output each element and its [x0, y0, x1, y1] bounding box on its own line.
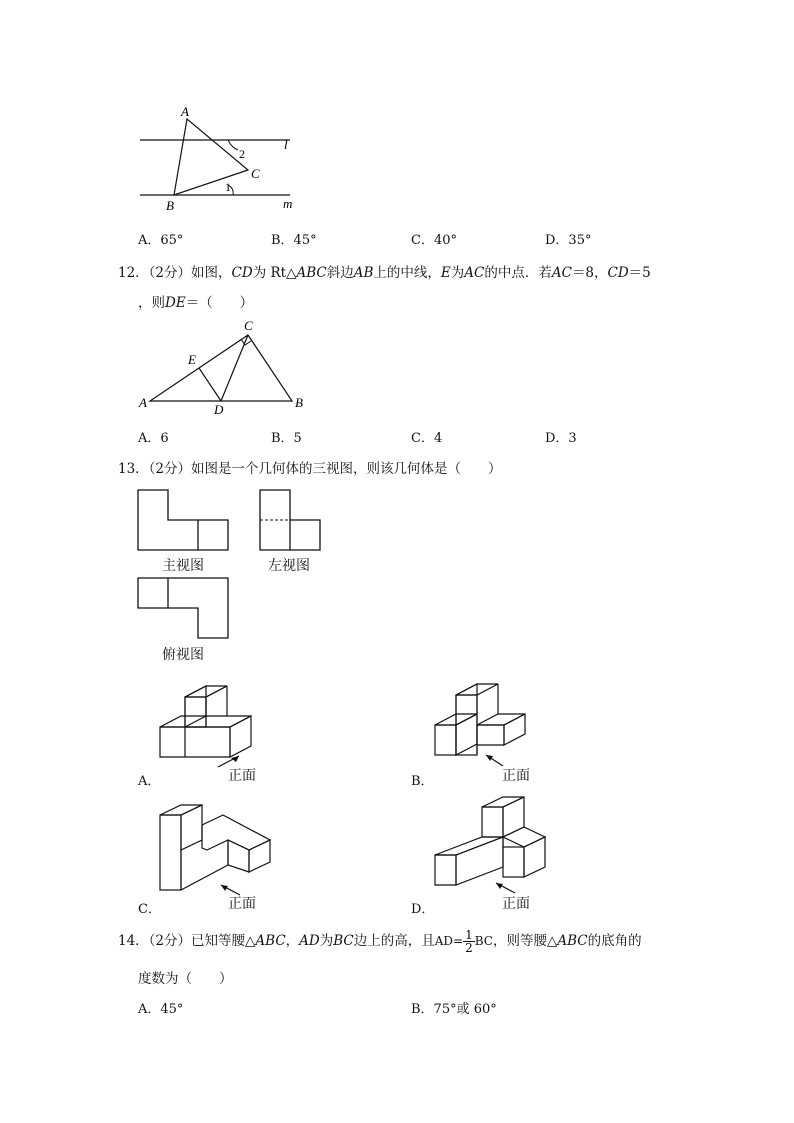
q12-text: 12．（2分）如图，	[118, 265, 232, 281]
q12-var: ABC	[296, 265, 327, 281]
label-a: A	[181, 104, 189, 119]
fraction-numerator: 1	[465, 928, 473, 942]
q12-option-a[interactable]: A．6	[138, 431, 169, 446]
q11-option-a[interactable]: A．65°	[138, 233, 184, 248]
left-view-drawing	[258, 488, 324, 552]
q12-text: 上的中线，	[373, 265, 441, 281]
q14-option-a[interactable]: A．45°	[138, 1002, 184, 1017]
q14-question-line2: 度数为（ ）	[138, 971, 233, 987]
q14-text: 的底角的	[587, 933, 642, 949]
top-view-label: 俯视图	[162, 647, 204, 663]
q14-text: ，则等腰△	[492, 933, 558, 949]
q14-var: BC	[333, 933, 354, 949]
q12-figure	[130, 315, 320, 415]
q12-text: 斜边	[326, 265, 354, 281]
q13-option-c[interactable]: C．	[138, 902, 161, 917]
q12-var: AB	[353, 265, 374, 281]
q14-fraction	[463, 929, 475, 954]
option-a-front-label: 正面	[228, 768, 256, 784]
q14-text: 为	[319, 933, 334, 949]
q14-question	[118, 929, 642, 954]
top-view-drawing	[136, 576, 232, 640]
q14-formula-bc: BC	[474, 934, 493, 948]
front-view-label: 主视图	[162, 558, 204, 574]
option-d-solid-drawing	[430, 795, 550, 895]
fraction-denominator: 2	[465, 941, 473, 955]
option-c-front-label: 正面	[228, 896, 256, 912]
option-b-front-label: 正面	[502, 768, 530, 784]
q12-var: CD	[607, 265, 629, 281]
q12-text: 为	[450, 265, 465, 281]
label-c: C	[251, 166, 260, 181]
q13-question: 13．（2分）如图是一个几何体的三视图，则该几何体是（ ）	[118, 461, 502, 477]
q11-option-c[interactable]: C．40°	[411, 233, 457, 248]
q12-question	[118, 261, 651, 281]
label-c: C	[244, 318, 253, 333]
option-d-front-label: 正面	[502, 896, 530, 912]
q12-text: ＝5	[628, 265, 651, 281]
triangle-abc	[174, 119, 248, 195]
label-a: A	[139, 395, 147, 410]
q14-formula-ad: AD=	[434, 934, 464, 948]
q12-text: ＝8，	[571, 265, 608, 281]
q14-text: 14．（2分）已知等腰△	[118, 933, 256, 949]
q12-text: ＝（ ）	[185, 295, 254, 311]
label-b: B	[166, 198, 174, 213]
q12-var: DE	[165, 295, 186, 311]
q11-option-b[interactable]: B．45°	[271, 233, 317, 248]
q14-var: ABC	[255, 933, 286, 949]
q14-text: ，	[285, 933, 300, 949]
option-c-solid-drawing	[155, 800, 275, 900]
label-e: E	[188, 352, 196, 367]
q14-var: ABC	[557, 933, 588, 949]
label-d: D	[214, 402, 224, 415]
q12-var: CD	[231, 265, 253, 281]
angle-2-arc	[228, 140, 238, 150]
q12-var: AC	[551, 265, 572, 281]
q12-text: ，则	[138, 295, 165, 311]
front-view-drawing	[136, 488, 232, 552]
label-b: B	[295, 395, 303, 410]
q12-option-c[interactable]: C．4	[411, 431, 443, 446]
q12-text: 为 Rt△	[252, 265, 297, 281]
option-a-solid-drawing	[155, 672, 265, 772]
q12-var: AC	[464, 265, 485, 281]
triangle-abc	[150, 335, 292, 401]
q12-option-d[interactable]: D．3	[545, 431, 577, 446]
q11-option-d[interactable]: D．35°	[545, 233, 592, 248]
median-cd	[221, 335, 248, 401]
q13-option-d[interactable]: D．	[411, 902, 435, 917]
q14-option-b[interactable]: B．75°或 60°	[411, 1002, 497, 1017]
q11-figure	[130, 100, 310, 215]
q12-var: E	[440, 265, 451, 281]
label-l: l	[284, 137, 288, 152]
q12-text: 的中点．若	[484, 265, 552, 281]
label-angle-1: 1	[225, 180, 231, 194]
left-view-label: 左视图	[268, 558, 310, 574]
segment-de	[199, 368, 221, 401]
q13-option-a[interactable]: A．	[138, 774, 161, 789]
label-angle-2: 2	[239, 147, 245, 161]
q12-question-line2	[138, 291, 253, 311]
label-m: m	[283, 196, 293, 211]
q13-option-b[interactable]: B．	[411, 774, 434, 789]
option-b-solid-drawing	[430, 670, 550, 770]
q14-var: AD	[299, 933, 320, 949]
q14-text: 边上的高，且	[353, 933, 435, 949]
q12-option-b[interactable]: B．5	[271, 431, 302, 446]
